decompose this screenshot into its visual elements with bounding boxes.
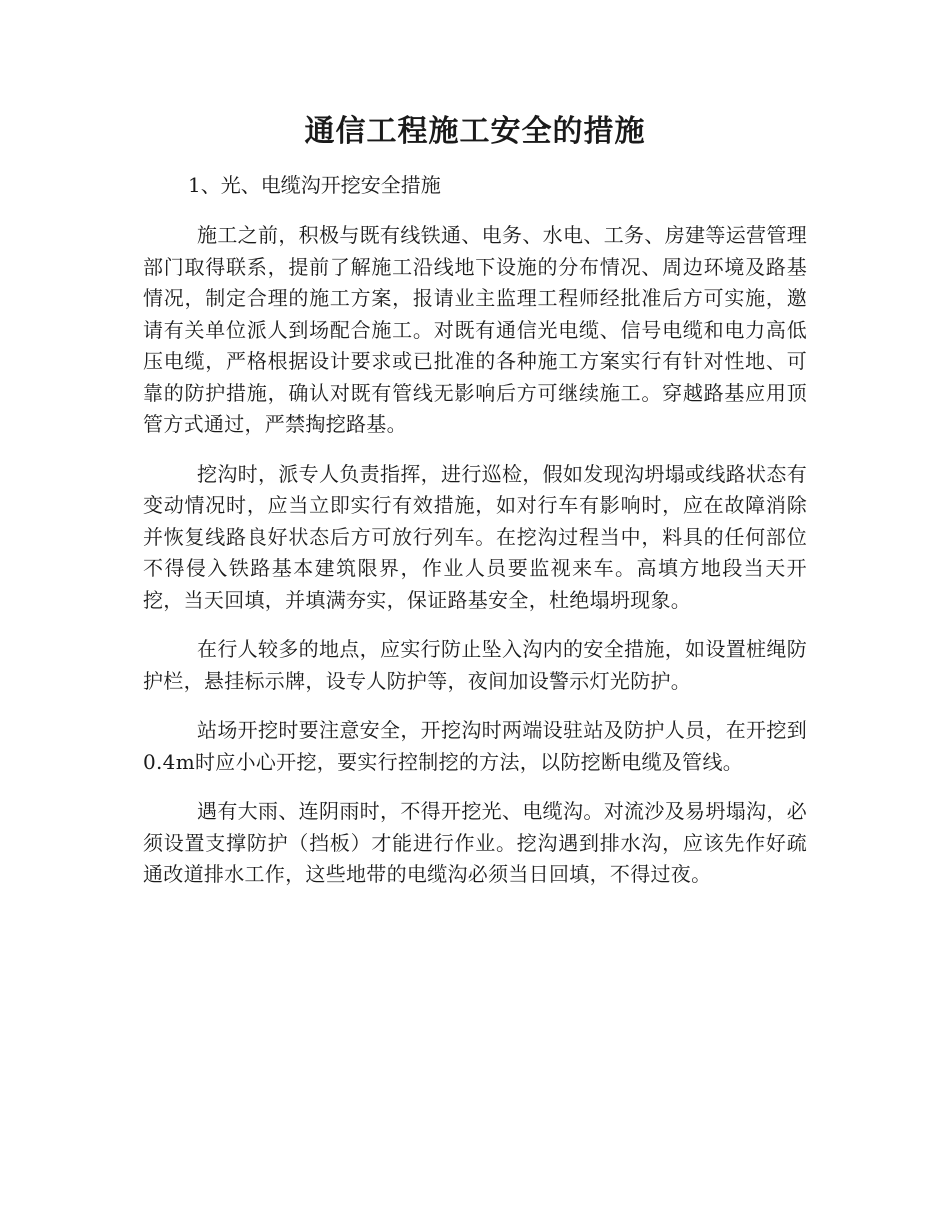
paragraph-3: 在行人较多的地点，应实行防止坠入沟内的安全措施，如设置桩绳防护栏，悬挂标示牌，设专人防护等，夜间加设警示灯光防护。 — [143, 637, 807, 693]
paragraph-4: 站场开挖时要注意安全，开挖沟时两端设驻站及防护人员，在开挖到0.4m时应小心开挖，要实行控制挖的方法，以防挖断电缆及管线。 — [143, 718, 807, 774]
document-title: 通信工程施工安全的措施 — [304, 114, 646, 149]
section-heading: 1、光、电缆沟开挖安全措施 — [188, 173, 441, 197]
paragraph-2: 挖沟时，派专人负责指挥，进行巡检，假如发现沟坍塌或线路状态有变动情况时，应当立即实行有效措施，如对行车有影响时，应在故障消除并恢复线路良好状态后方可放行列车。在挖沟过程当中，料具的任何部位不得侵入铁路基本建筑限界，作业人员要监视来车。高填方地段当天开挖，当天回填，并填满夯实，保证路基安全，杜绝塌坍现象。 — [143, 461, 807, 612]
paragraph-5: 遇有大雨、连阴雨时，不得开挖光、电缆沟。对流沙及易坍塌沟，必须设置支撑防护（挡板）才能进行作业。挖沟遇到排水沟，应该先作好疏通改道排水工作，这些地带的电缆沟必须当日回填，不得过夜。 — [143, 799, 807, 886]
paragraph-1: 施工之前，积极与既有线铁通、电务、水电、工务、房建等运营管理部门取得联系，提前了解施工沿线地下设施的分布情况、周边环境及路基情况，制定合理的施工方案，报请业主监理工程师经批准后方可实施，邀请有关单位派人到场配合施工。对既有通信光电缆、信号电缆和电力高低压电缆，严格根据设计要求或已批准的各种施工方案实行有针对性地、可靠的防护措施，确认对既有管线无影响后方可继续施工。穿越路基应用顶管方式通过，严禁掏挖路基。 — [143, 223, 807, 436]
document-body — [143, 170, 807, 909]
